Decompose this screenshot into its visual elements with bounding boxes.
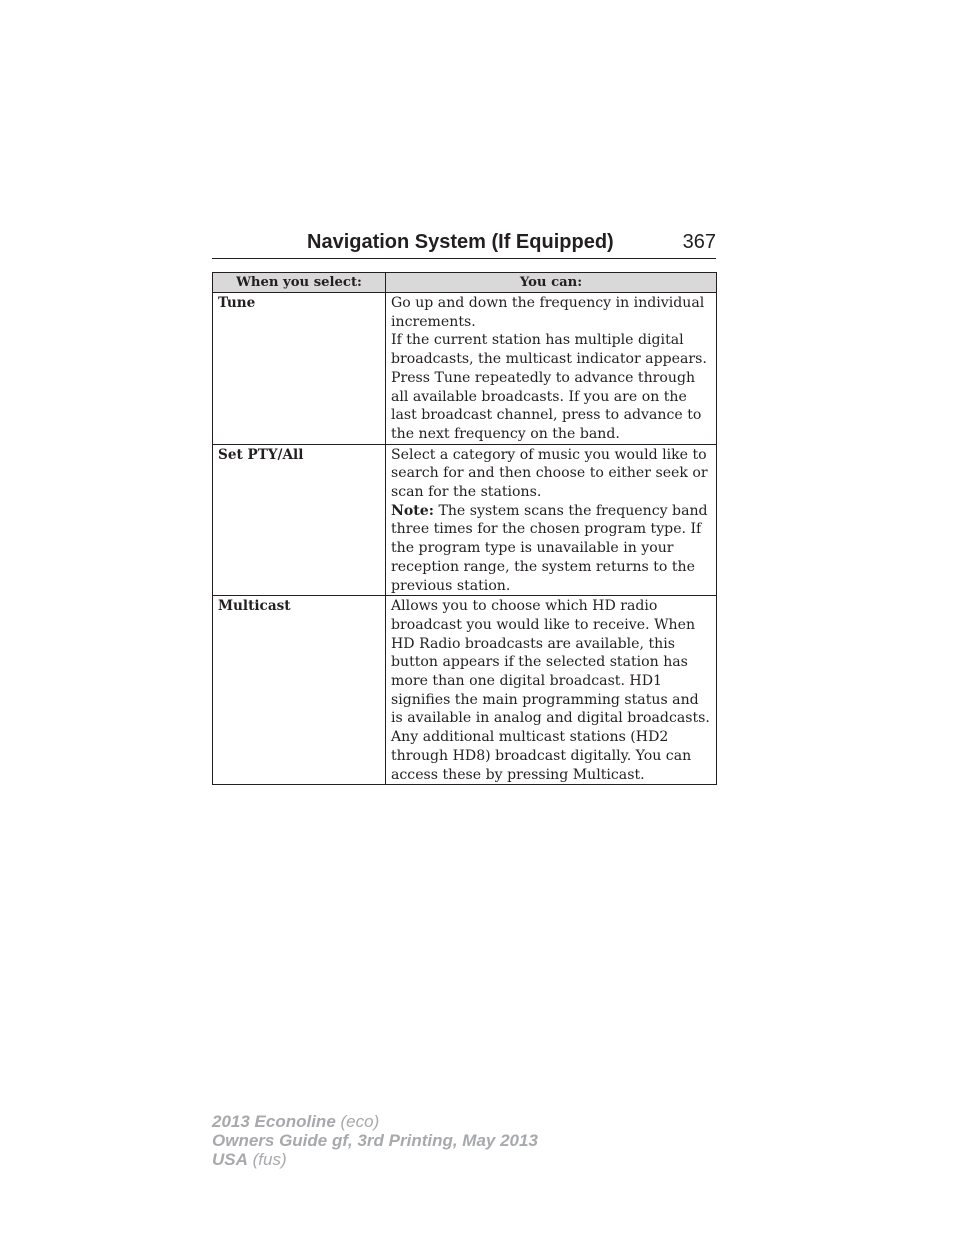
row-term: Set PTY/All xyxy=(218,446,304,463)
footer-market-line xyxy=(212,1150,538,1169)
table-row xyxy=(213,293,717,445)
column-header-select: When you select: xyxy=(213,273,386,293)
footer-vehicle-code: (eco) xyxy=(335,1112,380,1131)
row-term-cell xyxy=(213,444,386,596)
page-header xyxy=(212,230,716,259)
footer-guide-line: Owners Guide gf, 3rd Printing, May 2013 xyxy=(212,1131,538,1150)
page-number: 367 xyxy=(682,231,716,253)
description-paragraph: If the current station has multiple digital broadcasts, the multicast indicator appears. Press Tune repeatedly to advance through all available broadcasts. If you are on the last broadcast channel, press to advance to the next frequency on the band. xyxy=(391,332,707,442)
table-row xyxy=(213,444,717,596)
footer-market-code: (fus) xyxy=(247,1150,287,1169)
row-description-cell xyxy=(386,293,717,445)
row-term-cell xyxy=(213,596,386,785)
description-paragraph: Allows you to choose which HD radio broadcast you would like to receive. When HD Radio broadcasts are available, this button appears if the selected station has more than one digital broadcast. HD1 signifies the main programming status and is available in analog and digital broadcasts. Any additional multicast stations (HD2 through HD8) broadcast digitally. You can access these by pressing Multicast. xyxy=(391,598,710,783)
row-term: Multicast xyxy=(218,598,291,615)
radio-controls-table xyxy=(212,272,717,785)
row-term: Tune xyxy=(218,295,256,311)
section-title: Navigation System (If Equipped) xyxy=(307,231,614,253)
footer-vehicle-line xyxy=(212,1112,538,1131)
row-description-cell xyxy=(386,444,717,596)
description-paragraph: Go up and down the frequency in individual increments. xyxy=(391,295,705,330)
note-label: Note: xyxy=(391,502,434,519)
footer-vehicle: 2013 Econoline xyxy=(212,1112,336,1131)
document-footer xyxy=(212,1112,538,1169)
footer-market: USA xyxy=(212,1150,248,1169)
row-description-cell xyxy=(386,596,717,785)
table-row xyxy=(213,596,717,785)
note-paragraph xyxy=(391,502,712,596)
row-term-cell xyxy=(213,293,386,445)
column-header-action: You can: xyxy=(386,273,717,293)
table-header-row xyxy=(213,273,717,293)
description-paragraph: Select a category of music you would like to search for and then choose to either seek or scan for the stations. xyxy=(391,446,708,501)
note-text: The system scans the frequency band three times for the chosen program type. If the program type is unavailable in your reception range, the system returns to the previous station. xyxy=(391,502,708,594)
